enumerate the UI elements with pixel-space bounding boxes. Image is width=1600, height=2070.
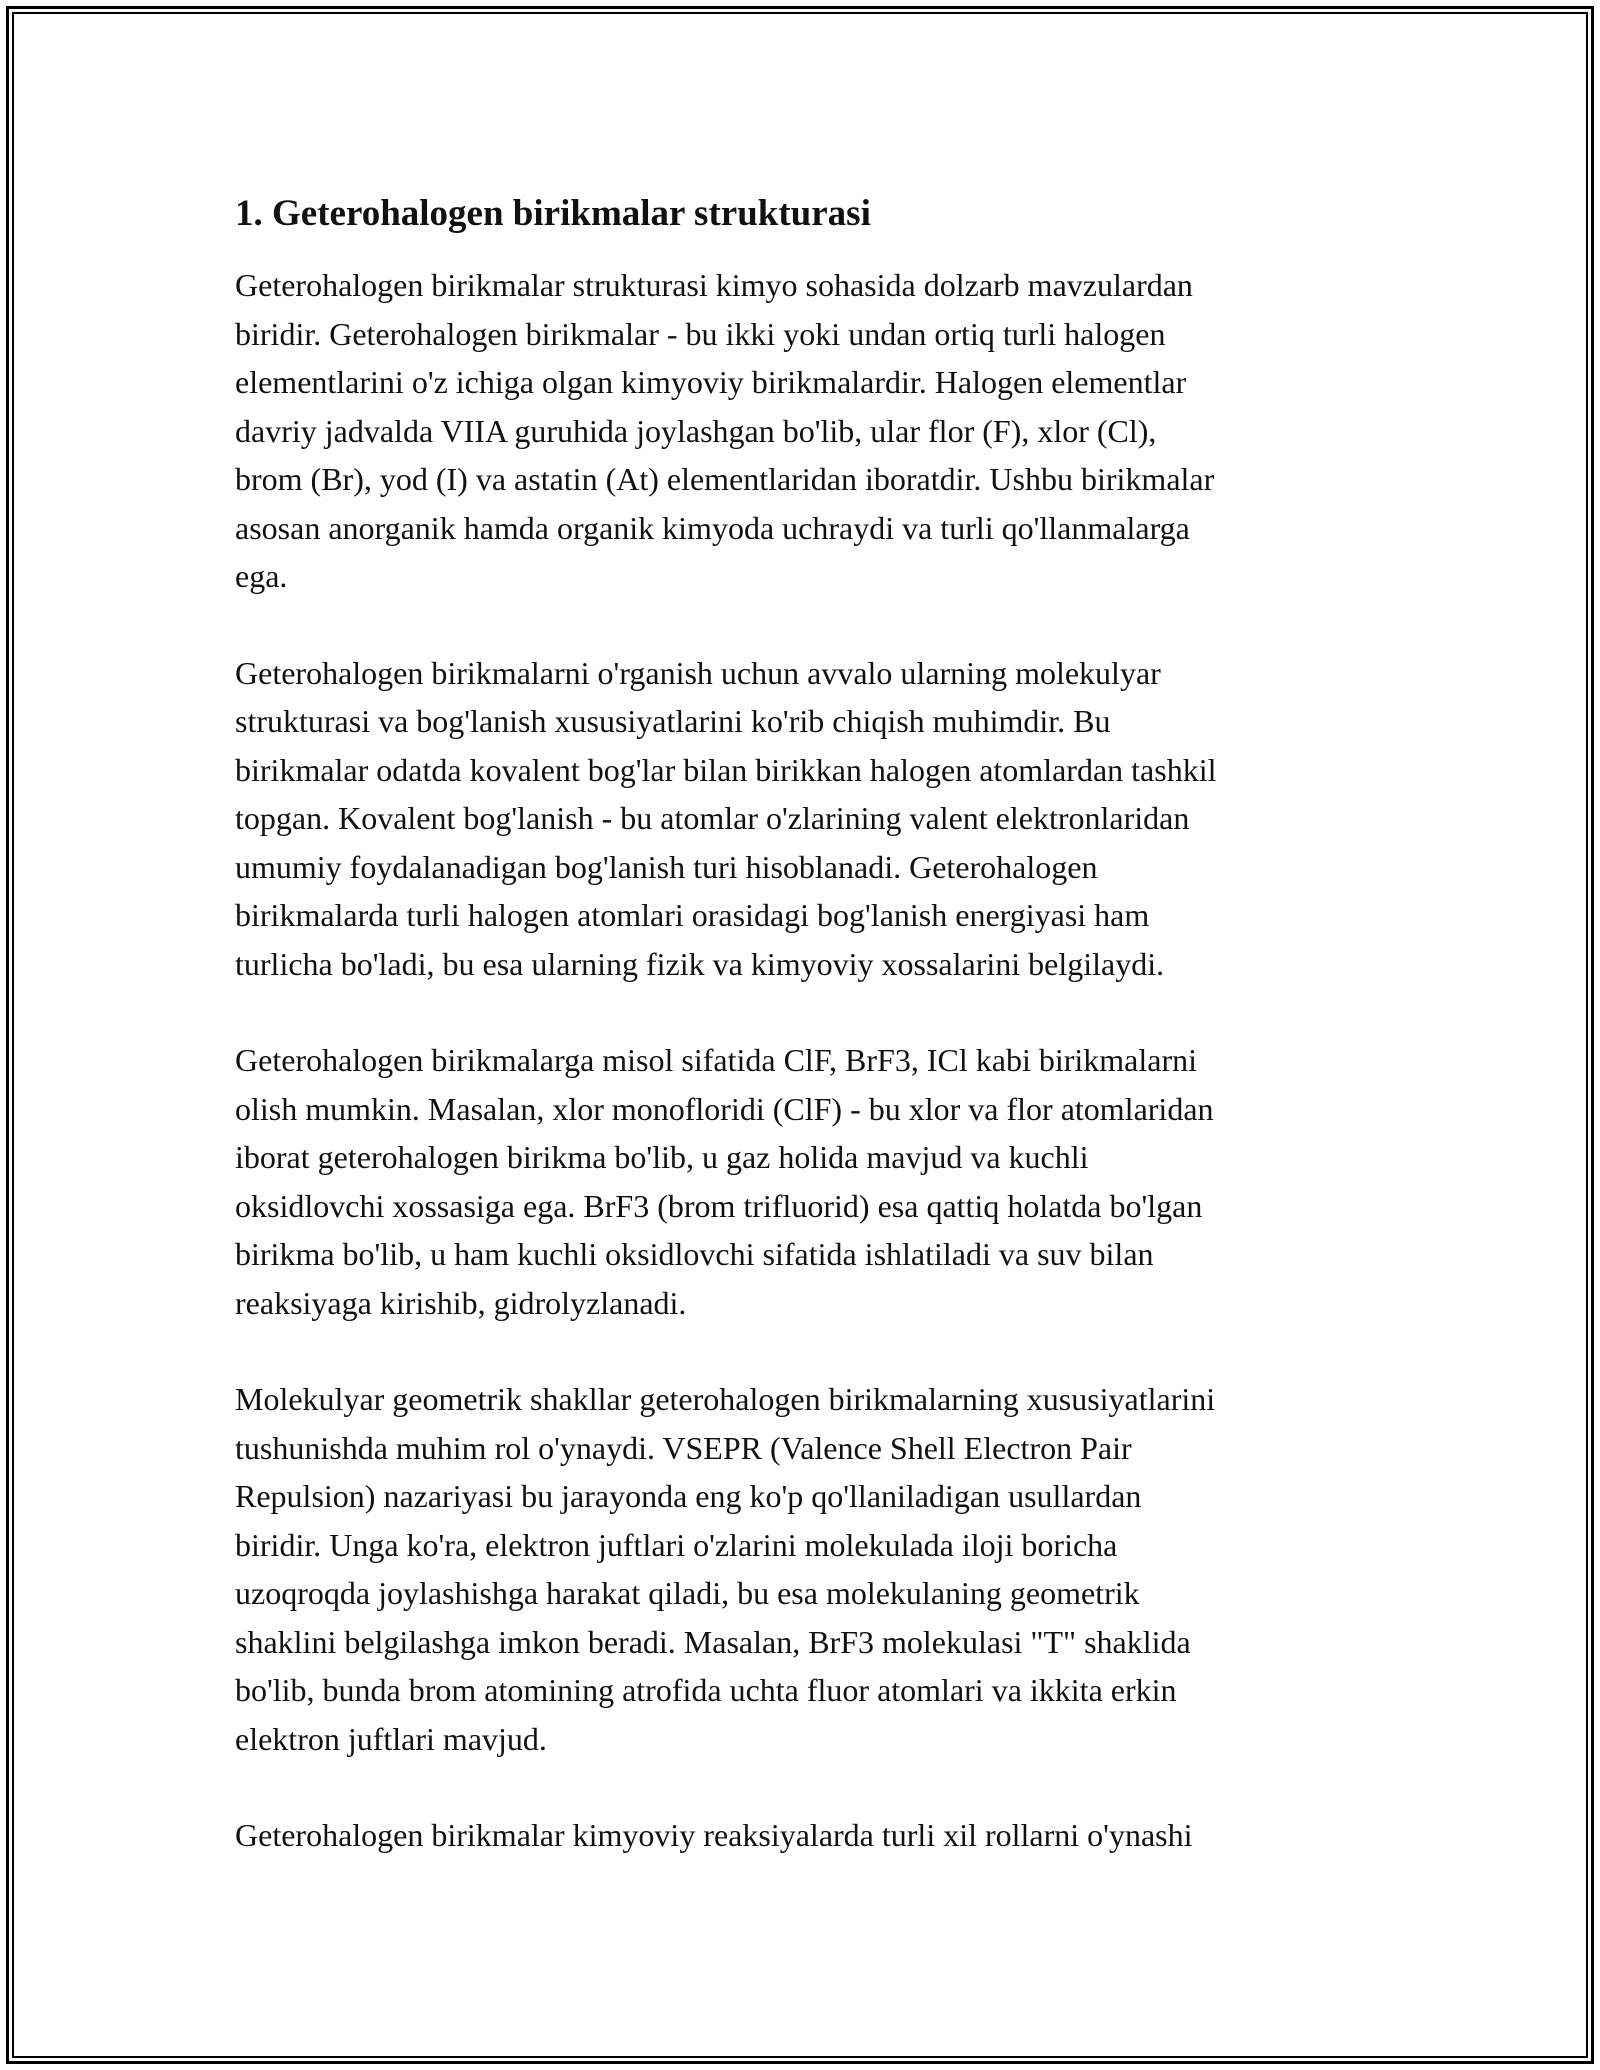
document-body <box>235 185 1365 1908</box>
paragraph-5: Geterohalogen birikmalar kimyoviy reaksiyalarda turli xil rollarni o'ynashi <box>235 1817 1193 1853</box>
section-title: 1. Geterohalogen birikmalar strukturasi <box>235 193 871 234</box>
paragraph-4: Molekulyar geometrik shakllar geterohalogen birikmalarning xususiyatlarini tushunishda muhim rol o'ynaydi. VSEPR (Valence Shell Electron Pair Repulsion) nazariyasi bu jarayonda eng ko'p qo'llaniladigan usullardan biridir. Unga ko'ra, elektron juftlari o'zlarini molekulada iloji boricha uzoqroqda joylashishga harakat qiladi, bu esa molekulaning geometrik shaklini belgilashga imkon beradi. Masalan, BrF3 molekulasi "T" shaklida bo'lib, bunda brom atomining atrofida uchta fluor atomlari va ikkita erkin elektron juftlari mavjud. <box>235 1381 1216 1757</box>
paragraph-3: Geterohalogen birikmalarga misol sifatida ClF, BrF3, ICl kabi birikmalarni olish mumkin. Masalan, xlor monofloridi (ClF) - bu xlor va flor atomlaridan iborat geterohalogen birikma bo'lib, u gaz holida mavjud va kuchli oksidlovchi xossasiga ega. BrF3 (brom trifluorid) esa qattiq holatda bo'lgan birikma bo'lib, u ham kuchli oksidlovchi sifatida ishlatiladi va suv bilan reaksiyaga kirishib, gidrolyzlanadi. <box>235 1042 1214 1321</box>
paragraph-2: Geterohalogen birikmalarni o'rganish uchun avvalo ularning molekulyar strukturasi va bog'lanish xususiyatlarini ko'rib chiqish muhimdir. Bu birikmalar odatda kovalent bog'lar bilan birikkan halogen atomlardan tashkil topgan. Kovalent bog'lanish - bu atomlar o'zlarining valent elektronlaridan umumiy foydalanadigan bog'lanish turi hisoblanadi. Geterohalogen birikmalarda turli halogen atomlari orasidagi bog'lanish energiyasi ham turlicha bo'ladi, bu esa ularning fizik va kimyoviy xossalarini belgilaydi. <box>235 654 1217 982</box>
paragraph-1: Geterohalogen birikmalar strukturasi kimyo sohasida dolzarb mavzulardan biridir. Geterohalogen birikmalar - bu ikki yoki undan ortiq turli halogen elementlarini o'z ichiga olgan kimyoviy birikmalardir. Halogen elementlar davriy jadvalda VIIA guruhida joylashgan bo'lib, ular flor (F), xlor (Cl), brom (Br), yod (I) va astatin (At) elementlaridan iboratdir. Ushbu birikmalar asosan anorganik hamda organik kimyoda uchraydi va turli qo'llanmalarga ega. <box>235 267 1215 594</box>
